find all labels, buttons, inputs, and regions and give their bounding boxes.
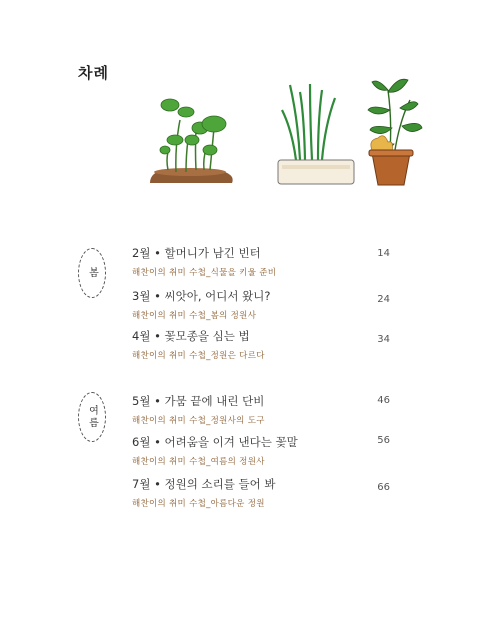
entry-subtitle: 해찬이의 취미 수첩_정원사의 도구 bbox=[132, 416, 265, 426]
entry-subtitle: 해찬이의 취미 수첩_여름의 정원사 bbox=[132, 457, 265, 467]
page-title: 차례 bbox=[78, 64, 109, 82]
entry-title: 5월 • 가뭄 끝에 내린 단비 bbox=[132, 394, 265, 408]
season-badge-spring: 봄 bbox=[78, 248, 106, 298]
entry-subtitle: 해찬이의 취미 수첩_식물을 키울 준비 bbox=[132, 268, 277, 278]
entry-page-number: 34 bbox=[377, 334, 390, 345]
green-onion-illustration bbox=[278, 84, 354, 184]
entry-page-number: 24 bbox=[377, 294, 390, 305]
entry-title: 7월 • 정원의 소리를 들어 봐 bbox=[132, 477, 276, 491]
entry-subtitle: 해찬이의 취미 수첩_아름다운 정원 bbox=[132, 499, 265, 509]
toc-entry[interactable] bbox=[132, 476, 392, 509]
toc-entry[interactable] bbox=[132, 434, 392, 467]
seedlings-illustration bbox=[150, 99, 233, 183]
toc-entry[interactable] bbox=[132, 328, 392, 361]
entry-page-number: 66 bbox=[377, 482, 390, 493]
toc-entry[interactable] bbox=[132, 245, 392, 278]
potted-plant-illustration bbox=[368, 79, 422, 185]
entry-title: 6월 • 어려움을 이겨 낸다는 꽃말 bbox=[132, 435, 298, 449]
season-badge-summer: 여름 bbox=[78, 392, 106, 442]
entry-page-number: 46 bbox=[377, 395, 390, 406]
toc-entry[interactable] bbox=[132, 393, 392, 426]
plants-illustration bbox=[0, 0, 500, 200]
entry-page-number: 56 bbox=[377, 435, 390, 446]
entry-subtitle: 해찬이의 취미 수첩_봄의 정원사 bbox=[132, 311, 257, 321]
entry-subtitle: 해찬이의 취미 수첩_정원은 다르다 bbox=[132, 351, 265, 361]
entry-title: 2월 • 할머니가 남긴 빈터 bbox=[132, 246, 261, 260]
toc-entry[interactable] bbox=[132, 288, 392, 321]
entry-title: 4월 • 꽃모종을 심는 법 bbox=[132, 329, 250, 343]
entry-page-number: 14 bbox=[377, 248, 390, 259]
entry-title: 3월 • 씨앗아, 어디서 왔니? bbox=[132, 289, 271, 303]
